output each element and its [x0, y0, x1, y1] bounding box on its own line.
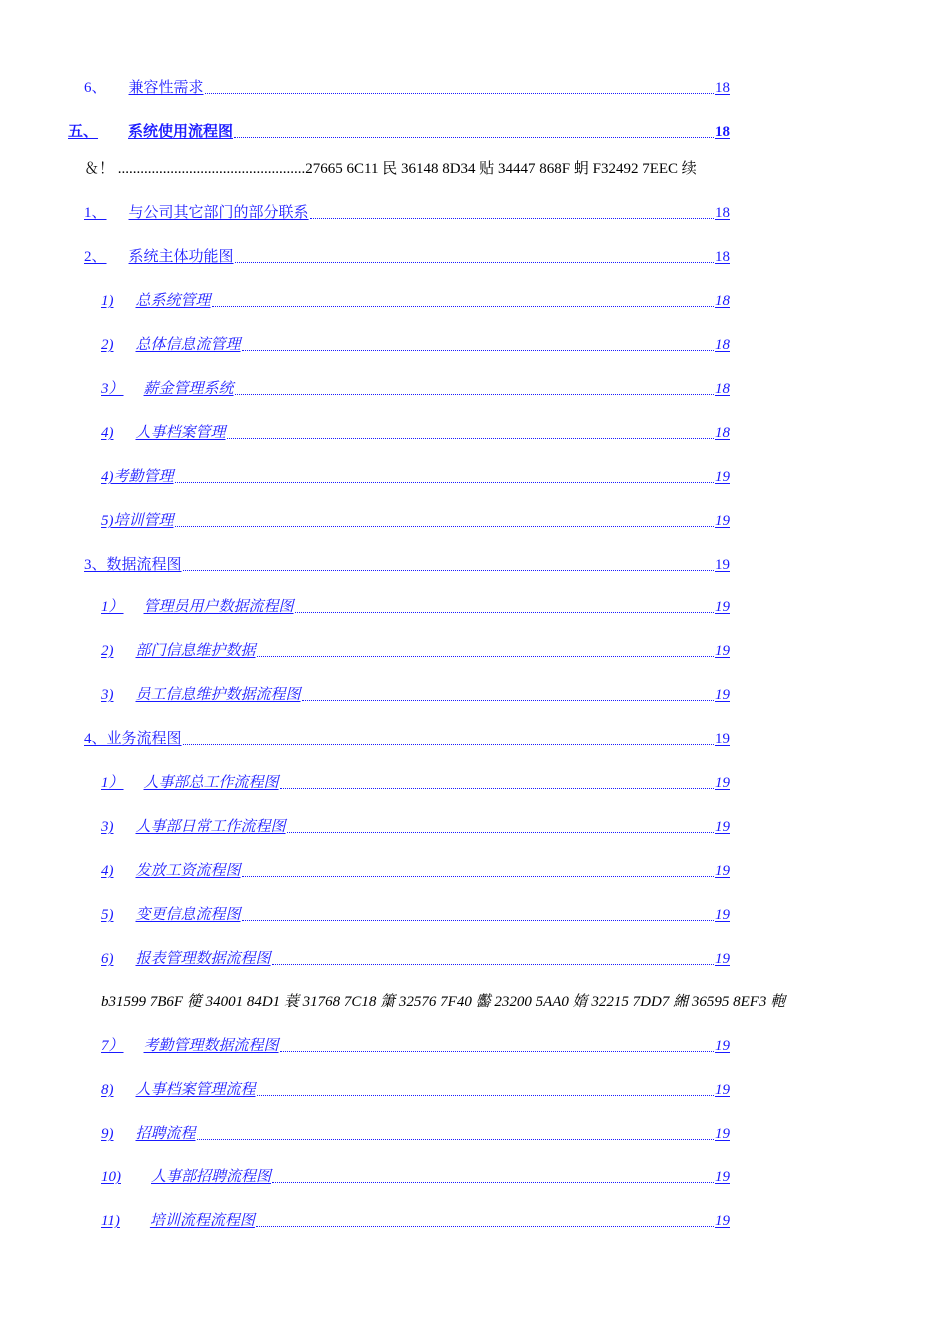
toc-entry-title: 培训管理: [113, 513, 174, 529]
toc-entry-number: 3、: [84, 557, 107, 573]
toc-entry-title: 考勤管理数据流程图: [143, 1038, 279, 1054]
toc-dot-leader: [272, 1182, 714, 1183]
toc-entry-title: 员工信息维护数据流程图: [135, 687, 301, 703]
toc-dot-leader: [242, 876, 714, 877]
toc-entry-page-number: 18: [715, 337, 730, 353]
toc-entry[interactable]: [101, 512, 730, 530]
toc-dot-leader: [235, 394, 714, 395]
toc-dot-leader: [295, 612, 714, 613]
toc-entry-title: 部门信息维护数据: [135, 643, 256, 659]
toc-entry-title: 管理员用户数据流程图: [143, 599, 294, 615]
toc-entry[interactable]: [84, 248, 730, 266]
toc-entry-title: 系统主体功能图: [128, 249, 234, 265]
toc-entry-title: 考勤管理: [113, 469, 174, 485]
toc-entry-title: 变更信息流程图: [135, 907, 241, 923]
toc-entry-number: 4、: [84, 731, 107, 747]
toc-entry[interactable]: [101, 642, 730, 660]
toc-entry-page-number: 19: [715, 1126, 730, 1142]
toc-entry-number: 1): [101, 293, 114, 309]
toc-entry-page-number: 18: [715, 124, 730, 140]
toc-entry-title: 报表管理数据流程图: [135, 951, 271, 967]
toc-entry-page-number: 19: [715, 1213, 730, 1229]
toc-entry-number: 4): [101, 469, 114, 485]
toc-entry-page-number: 19: [715, 731, 730, 747]
toc-dot-leader: [197, 1139, 714, 1140]
toc-entry-page-number: 19: [715, 513, 730, 529]
toc-dot-leader: [280, 788, 714, 789]
toc-entry[interactable]: [101, 292, 730, 310]
garbled-text-line: ＆！ ..................................................27665 6C11 民 36148 8D34 贴 34447 868F 蚏 F32492 7EEC 续: [84, 161, 697, 177]
toc-entry-number: 4): [101, 863, 114, 879]
toc-entry-page-number: 19: [715, 599, 730, 615]
toc-entry-number: 1、: [84, 205, 107, 221]
toc-entry-page-number: 19: [715, 687, 730, 703]
toc-entry-number: 2): [101, 337, 114, 353]
toc-entry[interactable]: [101, 1212, 730, 1230]
toc-entry-title: 总系统管理: [135, 293, 211, 309]
toc-entry[interactable]: [101, 1081, 730, 1099]
toc-entry-page-number: 18: [715, 293, 730, 309]
toc-entry-title: 人事部日常工作流程图: [135, 819, 286, 835]
toc-entry[interactable]: [101, 1037, 730, 1055]
toc-entry-page-number: 18: [715, 249, 730, 265]
toc-entry[interactable]: [101, 774, 730, 792]
toc-entry-page-number: 19: [715, 819, 730, 835]
toc-entry-number: 五、: [68, 124, 99, 140]
toc-entry-title: 与公司其它部门的部分联系: [128, 205, 309, 221]
toc-entry[interactable]: [101, 950, 730, 968]
toc-entry-number: 3): [101, 687, 114, 703]
toc-entry[interactable]: [101, 862, 730, 880]
garbled-text-line: b31599 7B6F 箯 34001 84D1 蓑 31768 7C18 簘 32576 7F40 齾 23200 5AA0 媠 32215 7DD7 緗 36595 8EF3 軳: [101, 994, 786, 1010]
toc-entry[interactable]: [101, 598, 730, 616]
toc-dot-leader: [257, 656, 714, 657]
toc-entry-page-number: 19: [715, 643, 730, 659]
toc-entry[interactable]: [101, 818, 730, 836]
toc-dot-leader: [310, 218, 714, 219]
toc-entry[interactable]: [84, 204, 730, 222]
toc-dot-leader: [234, 137, 714, 138]
toc-entry-page-number: 19: [715, 1082, 730, 1098]
toc-dot-leader: [175, 526, 714, 527]
toc-entry-page-number: 18: [715, 205, 730, 221]
toc-entry-page-number: 19: [715, 951, 730, 967]
toc-entry[interactable]: [101, 1168, 730, 1186]
toc-entry[interactable]: [101, 468, 730, 486]
toc-entry-number: 11): [101, 1213, 120, 1229]
toc-dot-leader: [242, 350, 714, 351]
toc-entry-number: 8): [101, 1082, 114, 1098]
toc-entry[interactable]: [101, 906, 730, 924]
toc-entry-page-number: 18: [715, 80, 730, 96]
toc-entry-number: 2): [101, 643, 114, 659]
toc-entry-title: 业务流程图: [106, 731, 182, 747]
toc-entry-page-number: 19: [715, 1169, 730, 1185]
toc-entry-number: 3): [101, 819, 114, 835]
toc-entry-title: 系统使用流程图: [128, 124, 234, 140]
toc-entry-title: 培训流程流程图: [149, 1213, 255, 1229]
toc-entry[interactable]: [101, 424, 730, 442]
toc-dot-leader: [183, 744, 714, 745]
toc-entry-title: 人事部招聘流程图: [151, 1169, 272, 1185]
toc-entry-title: 数据流程图: [106, 557, 182, 573]
toc-entry-page-number: 19: [715, 863, 730, 879]
toc-entry-page-number: 18: [715, 381, 730, 397]
toc-entry[interactable]: [68, 123, 730, 141]
toc-entry-title: 薪金管理系统: [143, 381, 234, 397]
toc-dot-leader: [302, 700, 714, 701]
toc-dot-leader: [175, 482, 714, 483]
toc-entry-page-number: 19: [715, 557, 730, 573]
toc-dot-leader: [272, 964, 714, 965]
toc-dot-leader: [183, 570, 714, 571]
toc-entry-title: 总体信息流管理: [135, 337, 241, 353]
toc-entry[interactable]: [84, 556, 730, 574]
toc-entry[interactable]: [84, 79, 730, 97]
toc-dot-leader: [212, 306, 714, 307]
toc-entry-number: 2、: [84, 249, 107, 265]
toc-entry-number: 3）: [101, 381, 124, 397]
toc-dot-leader: [235, 262, 714, 263]
toc-entry-title: 人事档案管理: [135, 425, 226, 441]
toc-entry-title: 人事部总工作流程图: [143, 775, 279, 791]
toc-entry[interactable]: [101, 686, 730, 704]
toc-entry-page-number: 19: [715, 469, 730, 485]
toc-dot-leader: [256, 1226, 714, 1227]
toc-entry-page-number: 18: [715, 425, 730, 441]
toc-dot-leader: [242, 920, 714, 921]
toc-dot-leader: [280, 1051, 714, 1052]
toc-entry-title: 招聘流程: [135, 1126, 196, 1142]
toc-entry-number: 7）: [101, 1038, 124, 1054]
toc-entry[interactable]: [101, 336, 730, 354]
toc-dot-leader: [227, 438, 714, 439]
toc-dot-leader: [287, 832, 714, 833]
toc-entry-title: 人事档案管理流程: [135, 1082, 256, 1098]
toc-entry-title: 兼容性需求: [128, 80, 204, 96]
toc-dot-leader: [205, 93, 714, 94]
toc-entry-number: 1）: [101, 599, 124, 615]
toc-entry[interactable]: [101, 1125, 730, 1143]
toc-entry-number: 10): [101, 1169, 121, 1185]
toc-entry-number: 5): [101, 513, 114, 529]
toc-entry-page-number: 19: [715, 775, 730, 791]
toc-entry-number: 4): [101, 425, 114, 441]
toc-entry-number: 1）: [101, 775, 124, 791]
toc-entry-number: 6): [101, 951, 114, 967]
toc-entry-number: 6、: [84, 80, 107, 96]
toc-entry[interactable]: [101, 380, 730, 398]
toc-entry[interactable]: [84, 730, 730, 748]
toc-entry-page-number: 19: [715, 1038, 730, 1054]
toc-entry-number: 9): [101, 1126, 114, 1142]
toc-entry-title: 发放工资流程图: [135, 863, 241, 879]
toc-entry-number: 5): [101, 907, 114, 923]
toc-dot-leader: [257, 1095, 714, 1096]
toc-entry-page-number: 19: [715, 907, 730, 923]
